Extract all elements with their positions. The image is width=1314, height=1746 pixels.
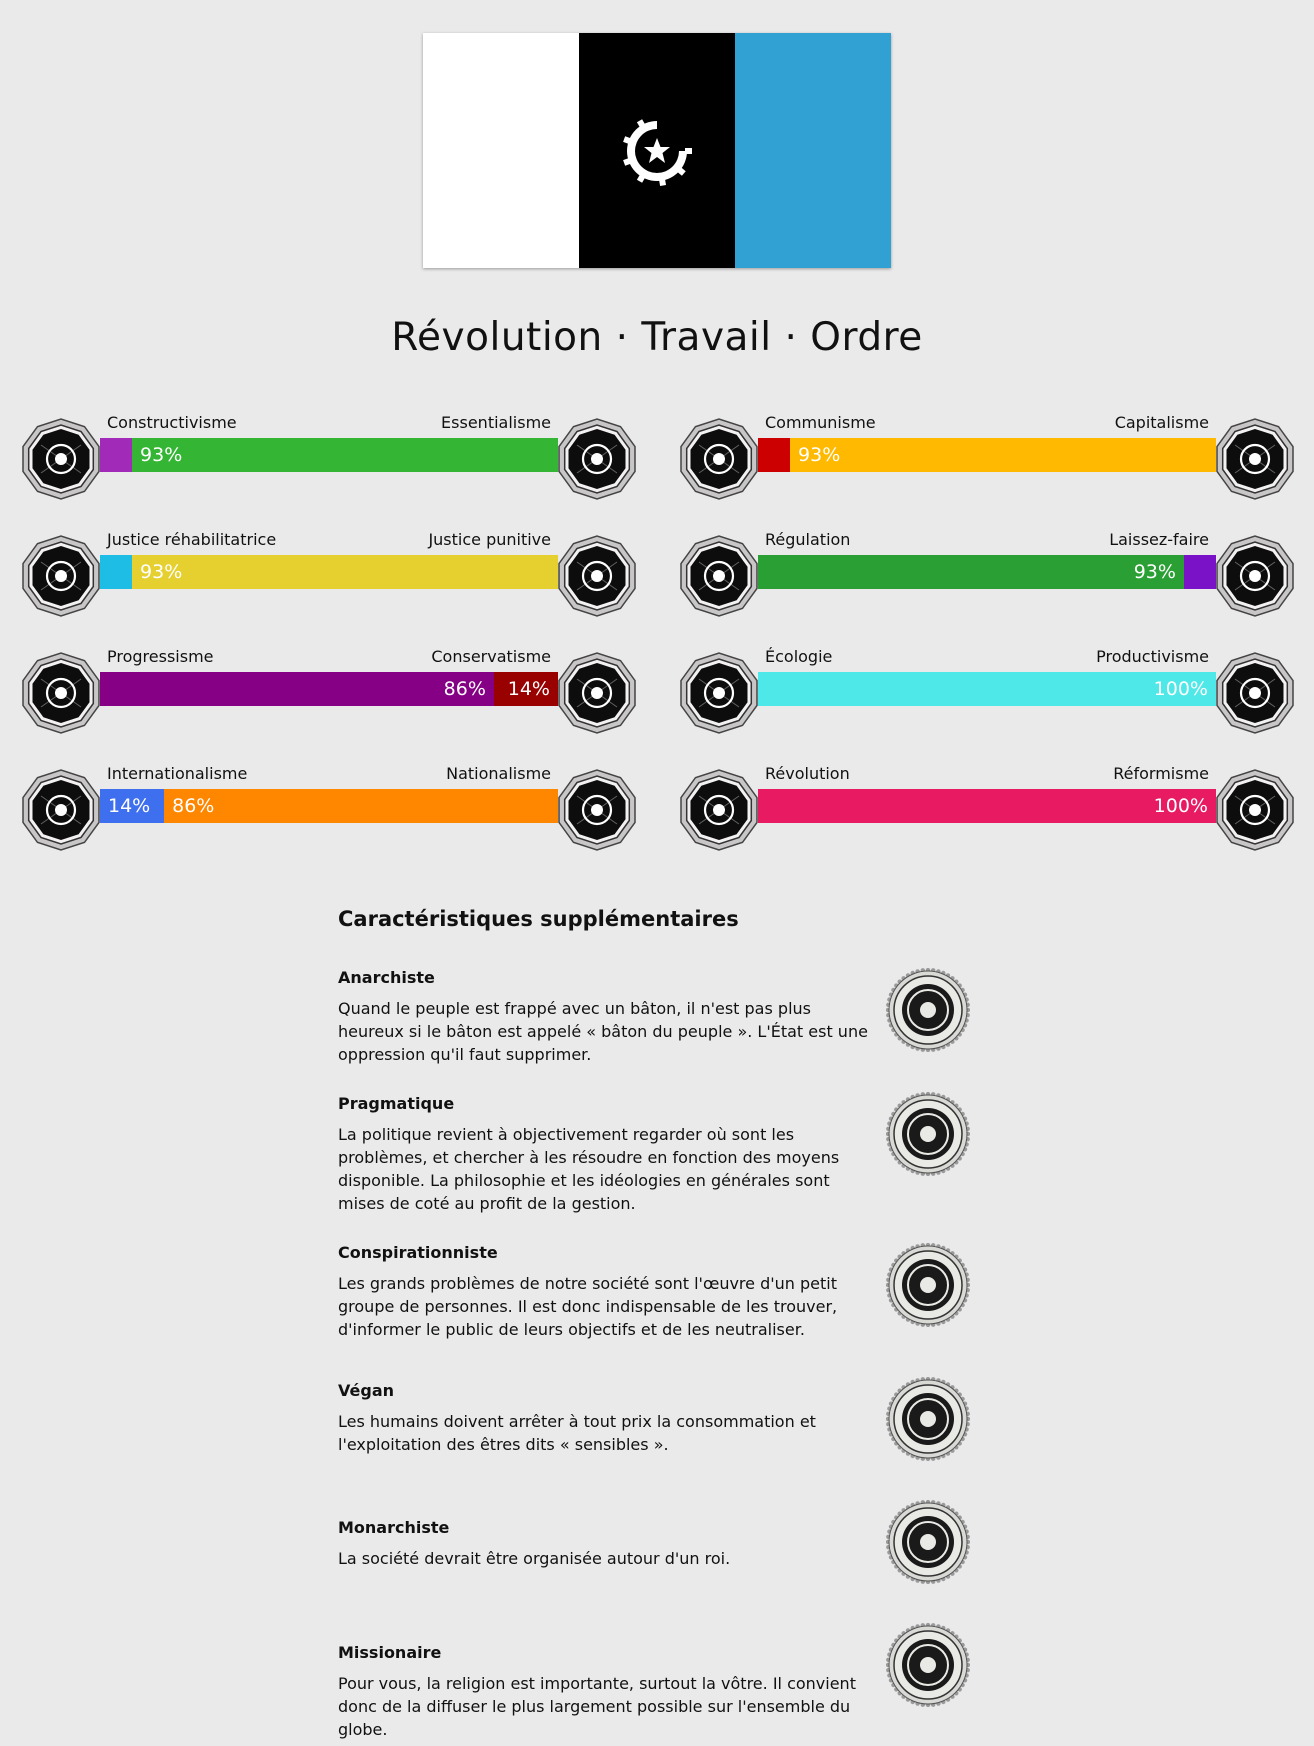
axis-left-label: Écologie [765, 647, 833, 666]
gears-icon [1214, 652, 1296, 734]
axis-row [678, 530, 1296, 620]
ruler-compass-icon [678, 535, 760, 617]
parliament-icon [1214, 769, 1296, 851]
trait-name: Végan [338, 1381, 394, 1400]
axis-bar [100, 438, 558, 472]
trait-item [338, 1381, 978, 1456]
axis-bar-right-segment [132, 555, 558, 589]
axis-bar-right-segment [494, 672, 558, 706]
axis-left-label: Progressisme [107, 647, 214, 666]
axis-right-label: Essentialisme [441, 413, 551, 432]
trait-name: Missionaire [338, 1643, 442, 1662]
motto: Révolution · Travail · Ordre [391, 315, 923, 360]
axis-left-percent: 86% [443, 678, 486, 700]
axis-right-percent: 86% [172, 795, 215, 817]
axis-bar-left-segment [758, 672, 1216, 706]
trait-item [338, 968, 978, 1066]
trait-name: Monarchiste [338, 1518, 450, 1537]
flag-band-white [423, 33, 579, 268]
axis-bar-right-segment [790, 438, 1216, 472]
axis-left-label: Régulation [765, 530, 851, 549]
sprout-icon [678, 652, 760, 734]
axis-bar-right-segment [1184, 555, 1216, 589]
trait-description: Les humains doivent arrêter à tout prix la consommation et l'exploitation des êtres dits « sensibles ». [338, 1412, 816, 1454]
flag-icon [556, 769, 638, 851]
trait-description: Quand le peuple est frappé avec un bâton, il n'est pas plus heureux si le bâton est appelé « bâton du peuple ». L'État est une oppression qu'il faut supprimer. [338, 999, 868, 1064]
axis-bar [758, 555, 1216, 589]
axis-right-label: Réformisme [1113, 764, 1209, 783]
axis-right-label: Conservatisme [431, 647, 551, 666]
axis-row [20, 413, 638, 503]
axis-bar [758, 438, 1216, 472]
axis-right-percent: 93% [140, 561, 183, 583]
axis-left-percent: 100% [1153, 678, 1208, 700]
hammer-sickle-icon [678, 418, 760, 500]
gear-crescent-star-icon [620, 114, 694, 188]
prison-bars-icon [556, 535, 638, 617]
axis-bar-left-segment [758, 438, 790, 472]
crown-seal-icon [886, 1500, 970, 1584]
axis-row [20, 764, 638, 854]
axis-left-label: Constructivisme [107, 413, 237, 432]
axis-row [20, 530, 638, 620]
axis-row [678, 647, 1296, 737]
brain-seal-icon [886, 1092, 970, 1176]
butterfly-icon [1214, 535, 1296, 617]
axis-right-percent: 93% [798, 444, 841, 466]
axis-right-percent: 100% [1153, 795, 1208, 817]
axis-bar-left-segment [100, 672, 494, 706]
axis-bar [758, 672, 1216, 706]
flower-icon [556, 418, 638, 500]
trait-item [338, 1643, 978, 1741]
axis-right-label: Nationalisme [446, 764, 551, 783]
axis-row [678, 764, 1296, 854]
axis-bar-right-segment [164, 789, 558, 823]
axis-bar [100, 555, 558, 589]
axis-bar [100, 672, 558, 706]
axis-right-label: Justice punitive [428, 530, 551, 549]
grapes-seal-icon [886, 1377, 970, 1461]
axis-bar-left-segment [758, 789, 1216, 823]
axis-right-percent: 93% [140, 444, 183, 466]
trait-description: Pour vous, la religion est importante, surtout la vôtre. Il convient donc de la diffuser le plus largement possible sur l'ensemble du globe. [338, 1674, 856, 1739]
trait-description: La société devrait être organisée autour d'un roi. [338, 1549, 731, 1568]
axis-left-label: Communisme [765, 413, 876, 432]
axis-left-percent: 93% [1133, 561, 1176, 583]
axis-bar-left-segment [758, 555, 1184, 589]
axis-bar-right-segment [132, 438, 558, 472]
axis-row [678, 413, 1296, 503]
anarchy-seal-icon [886, 968, 970, 1052]
cross-seal-icon [886, 1623, 970, 1707]
flag-band-blue [735, 33, 891, 268]
axis-left-label: Révolution [765, 764, 850, 783]
axis-bar-left-segment [100, 789, 164, 823]
axis-left-label: Justice réhabilitatrice [107, 530, 277, 549]
axis-row [20, 647, 638, 737]
comet-icon [20, 652, 102, 734]
axis-bar-left-segment [100, 438, 132, 472]
axis-bar [758, 789, 1216, 823]
rose-icon [678, 769, 760, 851]
traits-title: Caractéristiques supplémentaires [338, 907, 739, 931]
axis-right-percent: 14% [507, 678, 550, 700]
trait-item [338, 1094, 978, 1215]
axis-left-label: Internationalisme [107, 764, 248, 783]
eye-pyramid-seal-icon [886, 1243, 970, 1327]
trait-description: La politique revient à objectivement regarder où sont les problèmes, et chercher à les résoudre en fonction des moyens disponible. La philosophie et les idéologies en générales sont mises de coté au profit de la gestion. [338, 1125, 840, 1213]
flag-band-black [579, 33, 735, 268]
axis-bar [100, 789, 558, 823]
money-bag-icon [1214, 418, 1296, 500]
trait-name: Pragmatique [338, 1094, 455, 1113]
trait-name: Anarchiste [338, 968, 435, 987]
trait-description: Les grands problèmes de notre société sont l'œuvre d'un petit groupe de personnes. Il est donc indispensable de les trouver, d'informer le public de leurs objectifs et de les neutraliser. [338, 1274, 838, 1339]
globe-icon [20, 769, 102, 851]
flag [423, 33, 891, 268]
axis-bar-left-segment [100, 555, 132, 589]
axis-left-percent: 14% [108, 795, 151, 817]
handshake-icon [20, 535, 102, 617]
axis-right-label: Capitalisme [1114, 413, 1209, 432]
eye-icon [20, 418, 102, 500]
quill-icon [556, 652, 638, 734]
axis-right-label: Productivisme [1096, 647, 1209, 666]
trait-item [338, 1243, 978, 1341]
axis-right-label: Laissez-faire [1109, 530, 1209, 549]
trait-item [338, 1518, 978, 1570]
trait-name: Conspirationniste [338, 1243, 498, 1262]
